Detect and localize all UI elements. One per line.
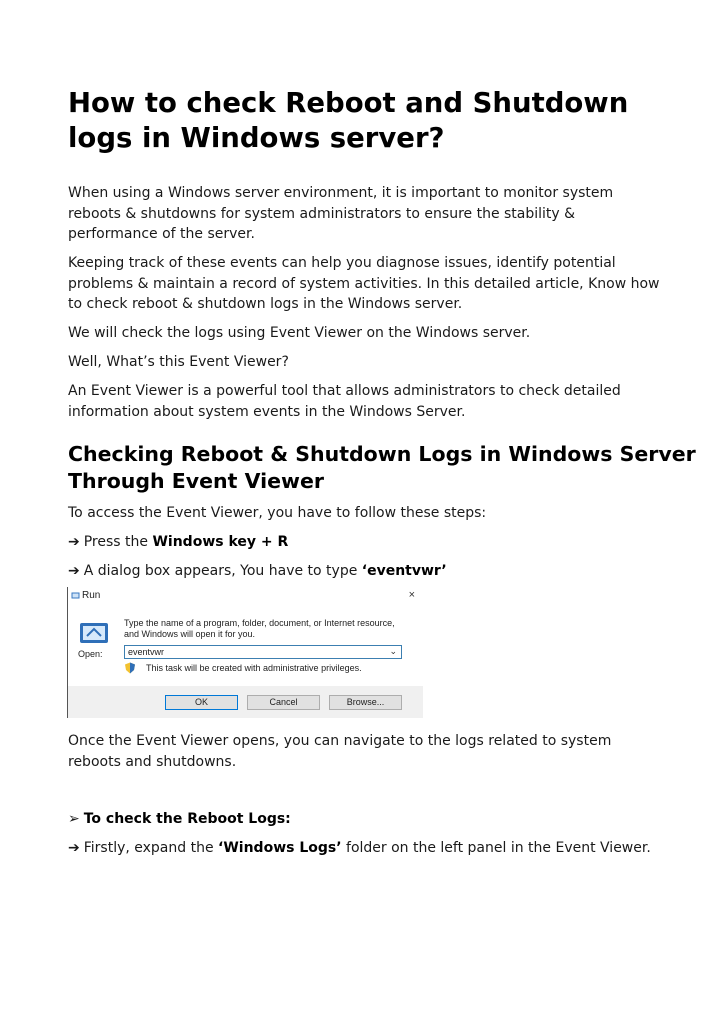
step-text: Press the [83,534,153,550]
intro-paragraph-2: Keeping track of these events can help you diagnose issues, identify potential problems & maintain a record of system activities. In this detailed article, Know how to check reboot & shutdown logs in the Windows server. [68,255,660,312]
cancel-button[interactable]: Cancel [247,695,320,710]
open-label: Open: [78,649,103,659]
arrow-icon: ➔ [68,534,80,550]
intro-paragraph-4: Well, What’s this Event Viewer? [68,354,289,370]
browse-button[interactable]: Browse... [329,695,402,710]
page-title: How to check Reboot and Shutdown logs in Windows server? [68,87,629,154]
admin-note: This task will be created with administrative privileges. [146,663,362,673]
run-dialog-screenshot [67,587,423,718]
run-dialog-description: Type the name of a program, folder, document, or Internet resource, and Windows will open it for you. [124,618,395,639]
step-text-end: folder on the left panel in the Event Viewer. [341,840,651,856]
arrowhead-icon: ➢ [68,811,80,827]
open-input[interactable] [124,645,402,659]
arrow-icon: ➔ [68,563,80,579]
reboot-logs-heading-text: To check the Reboot Logs: [83,811,291,827]
step-text: Firstly, expand the [83,840,219,856]
ok-button[interactable]: OK [165,695,238,710]
run-program-icon [78,620,112,646]
close-icon[interactable]: × [408,589,415,601]
run-dialog-title: Run [82,590,101,601]
step-type-command [68,561,668,582]
after-dialog-paragraph: Once the Event Viewer opens, you can navigate to the logs related to system reboots and shutdowns. [68,733,612,770]
steps-intro: To access the Event Viewer, you have to follow these steps: [68,505,487,521]
arrow-icon: ➔ [68,840,80,856]
open-input-value: eventvwr [128,647,165,657]
step-bold: ‘Windows Logs’ [218,840,342,856]
step-text: A dialog box appears, You have to type [83,563,362,579]
intro-paragraph-3: We will check the logs using Event Viewer on the Windows server. [68,325,531,341]
shield-icon [124,662,136,674]
intro-paragraph-1: When using a Windows server environment, it is important to monitor system reboots & shutdowns for system administrators to ensure the stability & performance of the server. [68,185,614,242]
step-expand-windows-logs [68,838,668,859]
run-icon [71,591,80,600]
step-bold: Windows key + R [152,534,289,550]
section-heading: Checking Reboot & Shutdown Logs in Windows Server Through Event Viewer [68,442,696,493]
chevron-down-icon[interactable]: ⌄ [389,646,397,656]
reboot-logs-heading [68,809,668,830]
step-press-keys [68,532,668,553]
intro-paragraph-5: An Event Viewer is a powerful tool that allows administrators to check detailed information about system events in the Windows Server. [68,383,621,420]
step-bold: ‘eventvwr’ [361,563,447,579]
